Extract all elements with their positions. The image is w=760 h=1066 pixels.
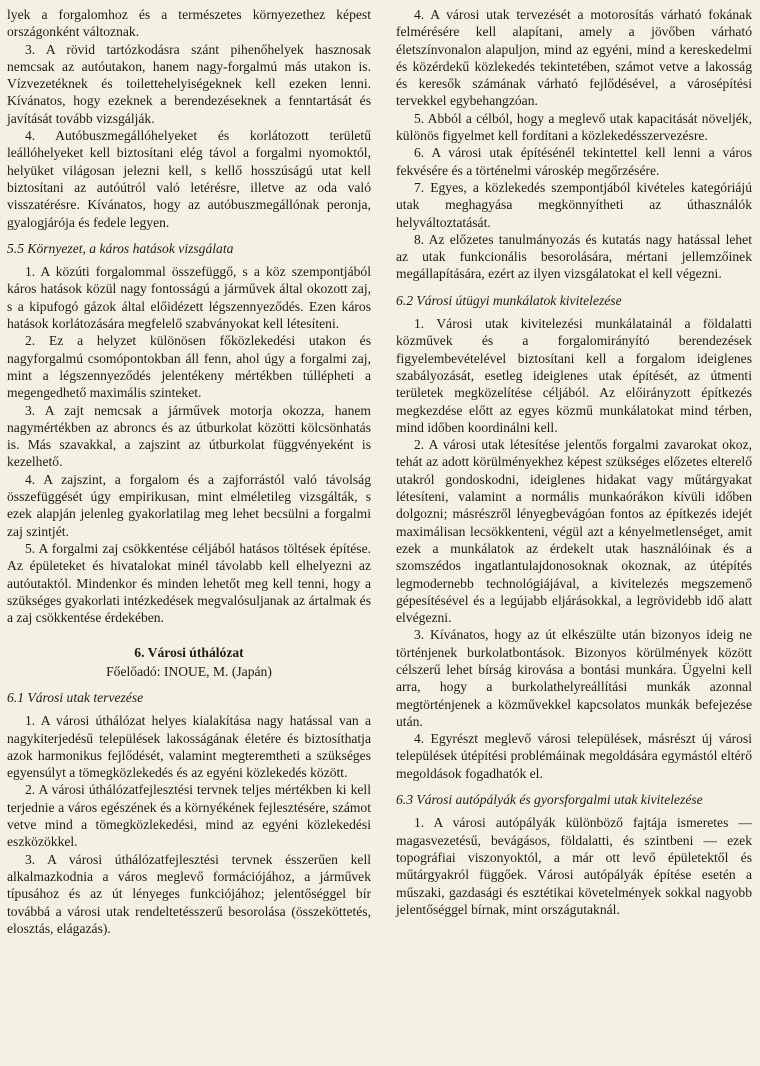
paragraph: 1. Városi utak kivitelezési munkálatainál a földalatti közművek és a forgalomirányító berendezések figyelembevételével biztosítani kell a forgalom ideiglenes szabályozását, esetleg ideiglenes utak építését, az útmenti területek megközelítése céljából. Az előirányzott építkezés megkezdése előtt az egyes közmű munkálatokat mind térben, mind időben koordinálni kell. [396,316,752,435]
paragraph: 1. A városi autópályák különböző fajtája ismeretes — magasvezetésű, bevágásos, földalatti, és szintbeni — ezek topográfiai viszonyoktól, a már ott levő épületektől és műtárgyakról függőek. Városi autópályák építése esetén a műszaki, gazdasági és esztétikai követelmények sokkal nagyobb jelentőséggel bírnak, mint országutaknál. [396,815,752,917]
paragraph: 2. Ez a helyzet különösen főközlekedési utakon és nagyforgalmú csomópontokban áll fenn, ahol úgy a forgalmi zaj, mint a légszennyeződés jelentékeny mértékben túllépheti a megengedhető maximális szinteket. [7,333,371,401]
section-heading: 6.2 Városi útügyi munkálatok kivitelezése [396,292,622,308]
paragraph: 5. A forgalmi zaj csökkentése céljából hatásos töltések építése. Az épületeket és hivatalokat minél távolabb kell elhelyezni az autóutaktól. Mindenkor és minden lehetőt meg kell tenni, hogy a szükséges gyakorlati intézkedések megvalósuljanak az ártalmak és a zaj csökkentése érdekében. [7,540,371,626]
section-heading: 6.1 Városi utak tervezése [7,689,144,705]
paragraph: 6. A városi utak építésénél tekintettel kell lenni a város fekvésére és a történelmi városkép megőrzésére. [396,145,752,178]
paragraph: 4. Autóbuszmegállóhelyeket és korlátozott területű leállóhelyeket kell biztosítani elég távol a forgalmi nyomoktól, helyüket világosan jelezni kell, s kellő hosszúságú utat kell biztosítani az autóútról való letérésre, illetve az oda való visszatérésre. Kívánatos, hogy az autóbuszmegállónak peronja, gyalogjárója és fedele legyen. [7,128,371,230]
paragraph: 3. A rövid tartózkodásra szánt pihenőhelyek hasznosak nemcsak az autóutakon, hanem nagy-forgalmú más utakon is. Vízvezetéknek és toilettehelyiségeknek kell ezeken lenni. Kívánatos, hogy ezeknek a berendezéseknek a fenntartását és javítását tovább vizsgálják. [7,41,371,126]
chapter-lead-author: Főelőadó: INOUE, M. (Japán) [106,663,272,679]
paragraph: 2. A városi utak létesítése jelentős forgalmi zavarokat okoz, tehát az adott körülményekhez képest szükséges előzetes elterelő utakról gondoskodni, ideiglenes hidakat vagy műtárgyakat létesíteni, valamint a normális munkaórákon kívüli időben dolgozni; másrészről lényegbevágóan fontos az építkezés idejét maximálisan lecsökkenteni, végül azt a kényelmetlenséget, amit ezek a munkálatok az érdekelt utak használóinak és a szomszédos ingatlantulajdonosoknak okoznak, az útépítés legmodernebb technológiájával, a kivitelezés megszemenő gépesítésével és a legújabb eljárásokkal, a legrövidebb idő alatt elvégezni. [396,437,752,626]
chapter-title: 6. Városi úthálózat [134,645,244,661]
left-column [7,6,371,937]
paragraph: 2. A városi úthálózatfejlesztési tervnek teljes mértékben ki kell terjednie a város egészének és a környékének fejlesztésére, számot vetve mind a tömegközlekedési, mind az egyéni közlekedési eszközökkel. [7,782,371,850]
paragraph: 3. A zajt nemcsak a járművek motorja okozza, hanem nagymértékben az abroncs és az útburkolat közötti kölcsönhatás is. Más szavakkal, a zajszint az útburkolat függvényeként is kezelhető. [7,402,371,470]
paragraph: 4. A városi utak tervezését a motorosítás várható fokának felmérésére kell alapítani, amely a jövőben várható életszínvonalon alapuljon, mind az egyéni, mind a kereskedelmi és közérdekű közlekedés tekintetében, számot vetve a lakosság és keresők számának várható fejlődésével, a városépítési tervekkel egybehangzóan. [396,7,752,109]
paragraph: 4. A zajszint, a forgalom és a zajforrástól való távolság összefüggését úgy empirikusan, mint elméletileg vizsgálták, s ezek alapján jelenleg gyakorlatilag meg lehet becsülni a forgalmi zaj szintjét. [7,471,371,539]
paragraph: 3. A városi úthálózatfejlesztési tervnek ésszerűen kell alkalmazkodnia a város meglevő formációjához, a járművek típusához és az út lényeges funkciójához; jelentőséggel bír továbbá a városi utak rendeltetésszerű besorolása (összeköttetés, elosztás, elágazás). [7,851,371,936]
paragraph: 1. A városi úthálózat helyes kialakítása nagy hatással van a nagykiterjedésű települések lakosságának életére és biztosíthatja azok harmonikus fejlődését, valamint megteremtheti a szükséges egyensúlyt a tömegközlekedés és az egyéni közlekedés között. [7,713,371,781]
paragraph: lyek a forgalomhoz és a természetes környezethez képest országonként változnak. [7,7,371,40]
section-heading: 6.3 Városi autópályák és gyorsforgalmi utak kivitelezése [396,792,703,808]
paragraph: 3. Kívánatos, hogy az út elkészülte után bizonyos ideig ne történjenek burkolatbontások. Bizonyos körülmények között célszerű lehet bírság kirovása a bontási munkára. Ügyelni kell arra, hogy a burkolathelyreállítási munkák azonnal megtörténjenek a közművekkel kapcsolatos munkák befejezése után. [396,627,752,729]
paragraph: 8. Az előzetes tanulmányozás és kutatás nagy hatással lehet az utak funkcionális besorolására, mértani jellemzőinek megállapítására, ezért az ilyen vizsgálatokat el kell végezni. [396,231,752,282]
paragraph: 4. Egyrészt meglevő városi települések, másrészt új városi települések útépítési problémáinak megoldására egymástól eltérő megoldások fogadhatók el. [396,731,752,781]
paragraph: 7. Egyes, a közlekedés szempontjából kivételes kategóriájú utak meghagyása megkönnyítheti az úthasználók helyváltoztatását. [396,179,752,230]
paragraph: 1. A közúti forgalommal összefüggő, s a köz szempontjából káros hatások közül nagy fontosságú a járművek által okozott zaj, s a kipufogó gázok által előidézett légszennyeződés. Ezen káros hatások korlátozására megfelelő szabványokat kell létesíteni. [7,264,371,332]
paragraph: 5. Abból a célból, hogy a meglevő utak kapacitását növeljék, különös figyelmet kell fordítani a közlekedésszervezésre. [396,110,752,144]
right-column [396,6,752,918]
section-heading: 5.5 Környezet, a káros hatások vizsgálata [7,240,234,256]
